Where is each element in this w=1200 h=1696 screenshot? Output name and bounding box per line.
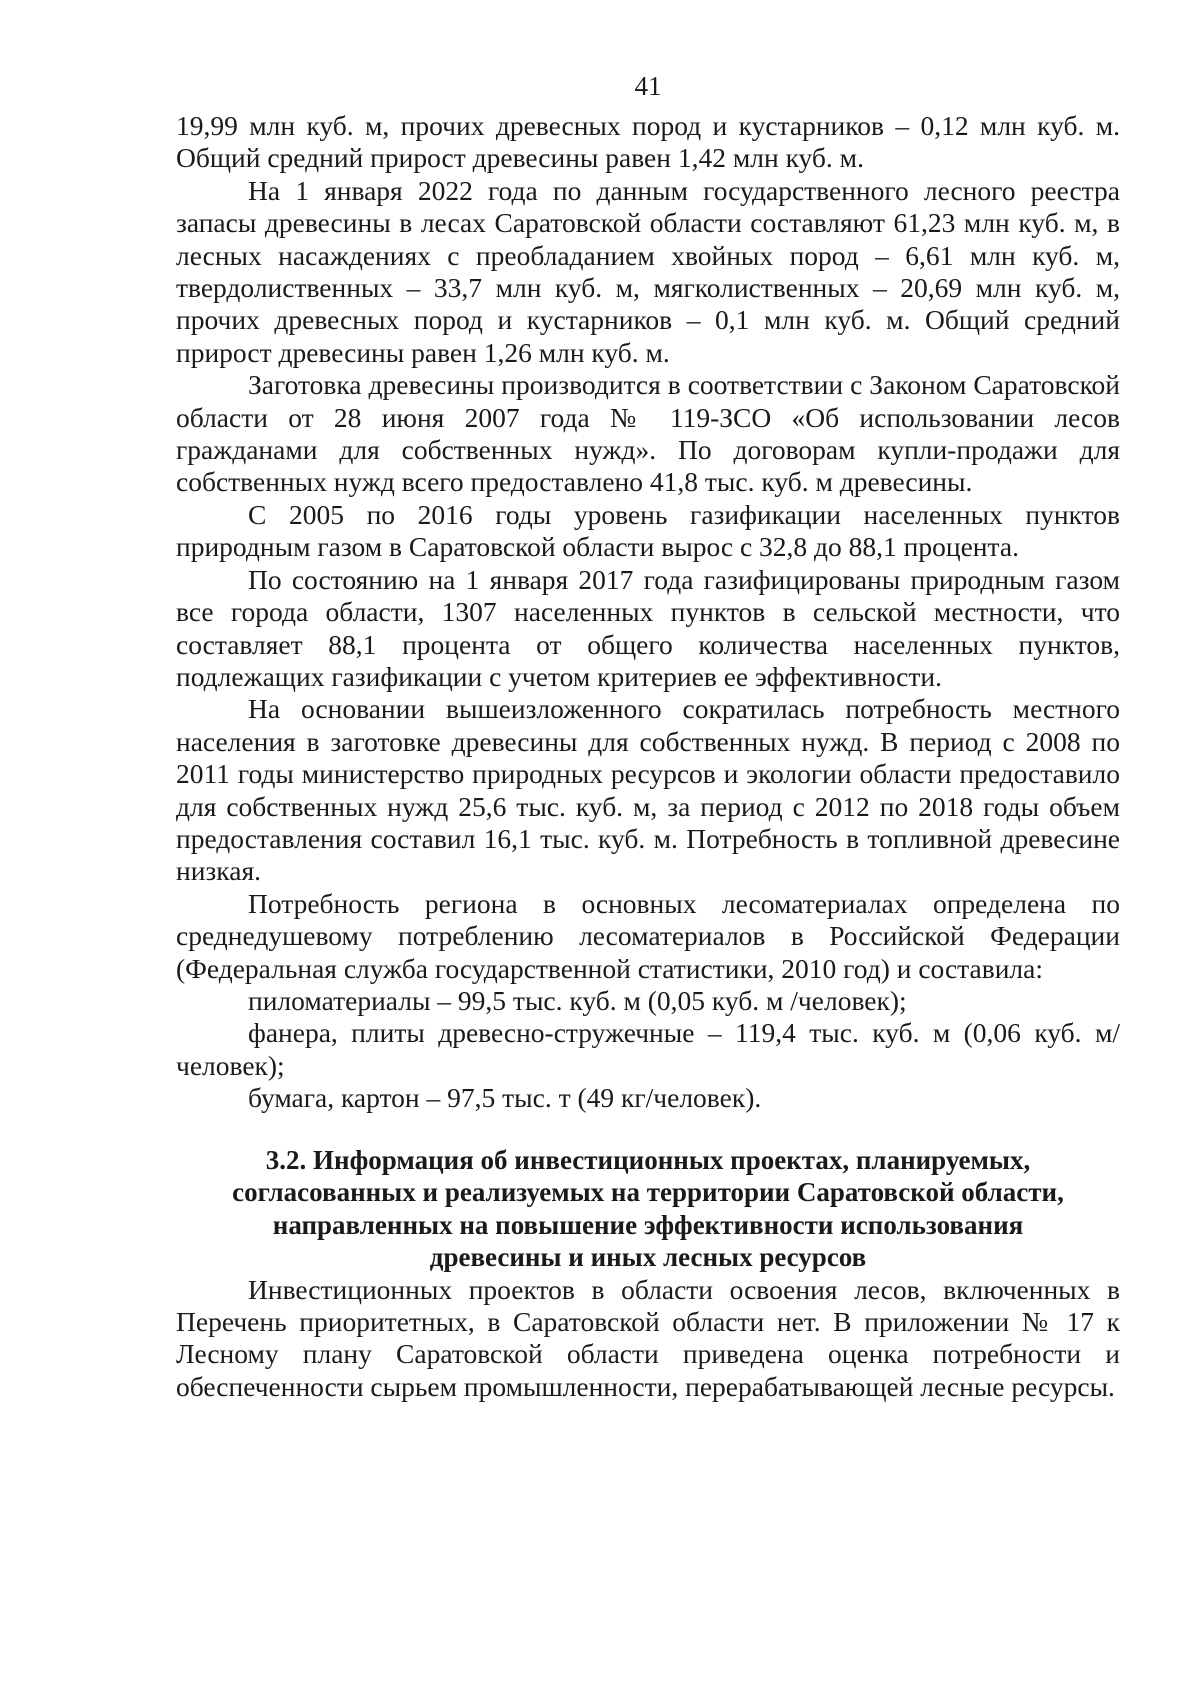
section-3-2 (176, 1144, 1120, 1403)
paragraph-5: По состоянию на 1 января 2017 года газифицированы природным газом все города области, 1307 населенных пунктов в сельской местности, что составляет 88,1 процента от общего количества населенных пунктов, подлежащих газификации с учетом критериев ее эффективности. (176, 563, 1120, 692)
list-item-lumber: пиломатериалы – 99,5 тыс. куб. м (0,05 куб. м /человек); (248, 984, 907, 1016)
page-number: 41 (634, 71, 662, 101)
paragraph-3: Заготовка древесины производится в соответствии с Законом Саратовской области от 28 июня 2007 года № 119-ЗСО «Об использовании лесов гражданами для собственных нужд». По договорам купли-продажи для собственных нужд всего предоставлено 41,8 тыс. куб. м древесины. (176, 369, 1120, 498)
paragraph-1: 19,99 млн куб. м, прочих древесных пород и кустарников – 0,12 млн куб. м. Общий средний прирост древесины равен 1,42 млн куб. м. (176, 110, 1120, 174)
paragraph-7: Потребность региона в основных лесоматериалах определена по среднедушевому потреблению лесоматериалов в Российской Федерации (Федеральная служба государственной статистики, 2010 год) и составила: (176, 887, 1120, 984)
paragraph-2: На 1 января 2022 года по данным государственного лесного реестра запасы древесины в лесах Саратовской области составляют 61,23 млн куб. м, в лесных насаждениях с преобладанием хвойных пород – 6,61 млн куб. м, твердолиственных – 33,7 млн куб. м, мягколиственных – 20,69 млн куб. м, прочих древесных пород и кустарников – 0,1 млн куб. м. Общий средний прирост древесины равен 1,26 млн куб. м. (176, 174, 1120, 368)
section-heading: 3.2. Информация об инвестиционных проектах, планируемых, согласованных и реализуемых на территории Саратовской области, направленных на повышение эффективности использования древесины и иных лесных ресурсов (232, 1145, 1064, 1273)
body-text (176, 110, 1120, 1115)
list-item-paper: бумага, картон – 97,5 тыс. т (49 кг/человек). (248, 1082, 762, 1114)
paragraph-6: На основании вышеизложенного сократилась потребность местного населения в заготовке древесины для собственных нужд. В период с 2008 по 2011 годы министерство природных ресурсов и экологии области предоставило для собственных нужд 25,6 тыс. куб. м, за период с 2012 по 2018 годы объем предоставления составил 16,1 тыс. куб. м. Потребность в топливной древесине низкая. (176, 693, 1120, 887)
paragraph-4: С 2005 по 2016 годы уровень газификации населенных пунктов природным газом в Саратовской области вырос с 32,8 до 88,1 процента. (176, 498, 1120, 563)
list-item-plywood: фанера, плиты древесно-стружечные – 119,4 тыс. куб. м (0,06 куб. м/ человек); (176, 1017, 1120, 1081)
document-page (176, 0, 1120, 1696)
section-paragraph: Инвестиционных проектов в области освоения лесов, включенных в Перечень приоритетных, в Саратовской области нет. В приложении № 17 к Лесному плану Саратовской области приведена оценка потребности и обеспеченности сырьем промышленности, перерабатывающей лесные ресурсы. (176, 1273, 1120, 1402)
